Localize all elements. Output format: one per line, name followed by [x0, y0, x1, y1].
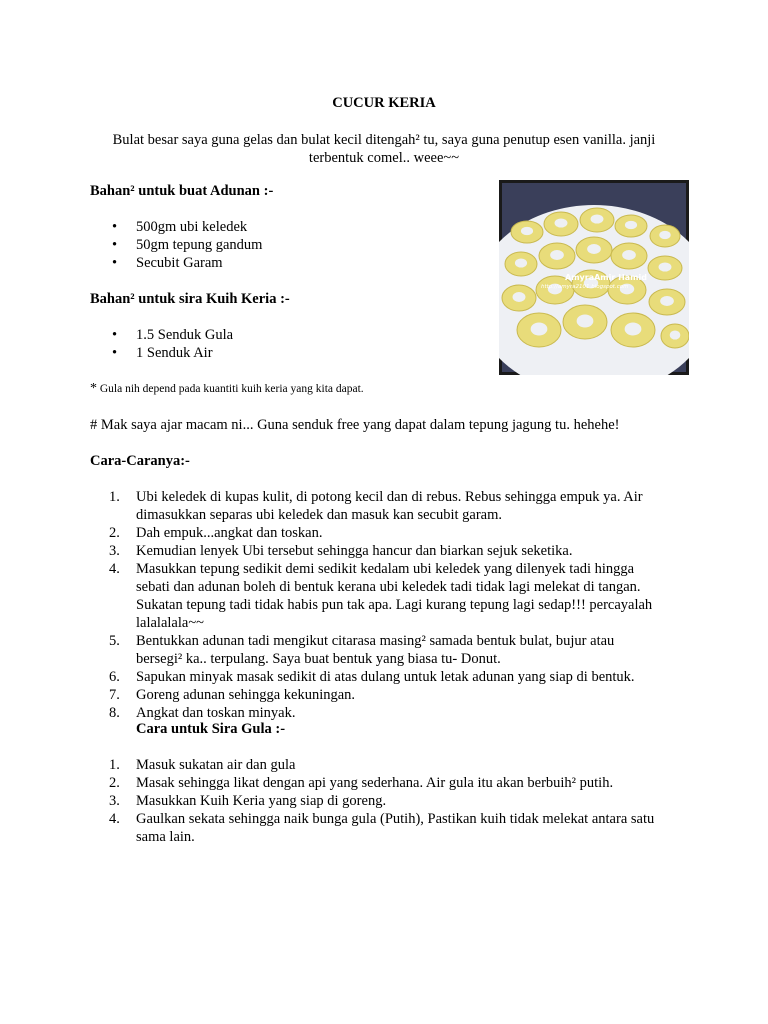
step-item [90, 542, 690, 560]
donut-hole [521, 227, 533, 235]
donut-hole [577, 315, 594, 328]
list-item: • 50gm tepung gandum [90, 236, 262, 254]
watermark-url: http://amyra2101.blogspot.com [541, 284, 629, 290]
step-text-line: Gaulkan sekata sehingga naik bunga gula (Putih), Pastikan kuih tidak melekat antara satu [136, 811, 655, 827]
step-text-line: Sukatan tepung tadi tidak habis pun tak apa. Lagi kurang tepung lagi sedap!!! percayalah [136, 597, 653, 613]
step-text-line: Masak sehingga likat dengan api yang sederhana. Air gula itu akan berbuih² putih. [136, 775, 614, 791]
donut-hole [555, 218, 568, 227]
step-text-line: dimasukkan separas ubi keledek dan masuk kan secubit garam. [136, 507, 503, 523]
sira-bahan-heading: Bahan² untuk sira Kuih Keria :- [90, 291, 290, 307]
step-text-line: sama lain. [136, 829, 195, 845]
sugar-note [90, 380, 364, 398]
list-item: • 500gm ubi keledek [90, 218, 262, 236]
intro-paragraph: Bulat besar saya guna gelas dan bulat kecil ditengah² tu, saya guna penutup esen vanilla. janji terbentuk comel.. weee~~ [112, 132, 656, 166]
step-number: 7. [109, 687, 120, 703]
donut-hole [659, 262, 672, 271]
step-number: 1. [109, 489, 120, 505]
donut-hole [515, 258, 527, 267]
list-item: • 1 Senduk Air [90, 344, 233, 362]
donut-hole [660, 296, 674, 306]
step-number: 1. [109, 757, 120, 773]
step-number: 6. [109, 669, 120, 685]
step-item [90, 792, 690, 810]
watermark-name: AmyraAmir Hamid [565, 273, 647, 282]
donut-hole [625, 221, 637, 229]
cara-steps [90, 488, 690, 722]
list-item: • 1.5 Senduk Gula [90, 326, 233, 344]
cara-heading: Cara-Caranya:- [90, 453, 190, 469]
donut-hole [550, 250, 564, 260]
step-text-line: Masukkan Kuih Keria yang siap di goreng. [136, 793, 387, 809]
donut-hole [659, 231, 670, 239]
step-item [90, 774, 690, 792]
step-number: 2. [109, 775, 120, 791]
step-number: 3. [109, 793, 120, 809]
donut-hole [587, 244, 601, 254]
step-text-line: Bentukkan adunan tadi mengikut citarasa masing² samada bentuk bulat, bujur atau [136, 633, 615, 649]
step-item [90, 488, 690, 524]
step-number: 4. [109, 561, 120, 577]
step-text-line: Kemudian lenyek Ubi tersebut sehingga hancur dan biarkan sejuk seketika. [136, 543, 573, 559]
donut-hole [625, 323, 642, 336]
step-item [90, 560, 690, 632]
step-item [90, 632, 690, 668]
donut-hole [622, 250, 636, 260]
donut-hole [670, 330, 681, 339]
step-number: 4. [109, 811, 120, 827]
step-number: 8. [109, 705, 120, 721]
step-item [90, 686, 690, 704]
tip-line: # Mak saya ajar macam ni... Guna senduk free yang dapat dalam tepung jagung tu. hehehe! [90, 417, 620, 433]
kuih-keria-photo [499, 180, 689, 375]
step-item [90, 756, 690, 774]
sira-cara-steps [90, 756, 690, 846]
step-item [90, 524, 690, 542]
donut-hole [531, 323, 548, 336]
adunan-list [90, 218, 262, 272]
step-item [90, 810, 690, 846]
step-text-line: Masuk sukatan air dan gula [136, 757, 296, 773]
step-text-line: Dah empuk...angkat dan toskan. [136, 525, 323, 541]
step-text-line: sebati dan adunan boleh di bentuk kerana ubi keledek tadi tidak lagi melekat di tangan. [136, 579, 641, 595]
note-text: Gula nih depend pada kuantiti kuih keria yang kita dapat. [99, 383, 364, 395]
sira-cara-heading: Cara untuk Sira Gula :- [136, 721, 286, 737]
step-text-line: lalalalala~~ [136, 615, 205, 631]
step-number: 5. [109, 633, 120, 649]
list-item: • Secubit Garam [90, 254, 262, 272]
step-text-line: Goreng adunan sehingga kekuningan. [136, 687, 356, 703]
sira-bahan-list [90, 326, 233, 362]
step-number: 2. [109, 525, 120, 541]
donut-hole [591, 214, 604, 223]
note-asterisk: * [90, 381, 97, 396]
adunan-heading: Bahan² untuk buat Adunan :- [90, 183, 274, 199]
step-text-line: Ubi keledek di kupas kulit, di potong kecil dan di rebus. Rebus sehingga empuk ya. Air [136, 489, 643, 505]
step-text-line: bersegi² ka.. terpulang. Saya buat bentuk yang biasa tu- Donut. [136, 651, 501, 667]
step-text-line: Sapukan minyak masak sedikit di atas dulang untuk letak adunan yang siap di bentuk. [136, 669, 635, 685]
donut-hole [513, 292, 526, 302]
step-text-line: Masukkan tepung sedikit demi sedikit kedalam ubi keledek yang dilenyek tadi hingga [136, 561, 635, 577]
step-item [90, 668, 690, 686]
step-number: 3. [109, 543, 120, 559]
recipe-title: CUCUR KERIA [332, 95, 436, 111]
step-text-line: Angkat dan toskan minyak. [136, 705, 296, 721]
